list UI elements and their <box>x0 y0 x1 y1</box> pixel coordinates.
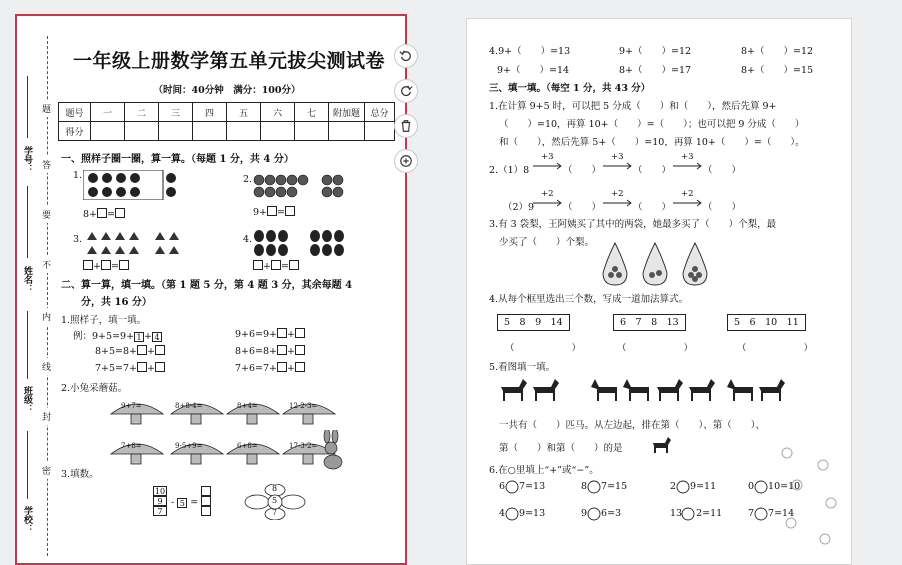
operand: 10=10 <box>768 481 801 492</box>
chain-op: +2 <box>681 189 694 199</box>
chain-start: （2）9 <box>503 202 535 213</box>
equation-item: 9+（ ）=14 <box>497 65 570 76</box>
score-table-score-row <box>59 122 395 141</box>
equation-text: 9+ <box>253 207 268 218</box>
chain-blank[interactable]: （ ） <box>633 202 672 213</box>
score-cell[interactable] <box>261 122 295 141</box>
answer-box[interactable] <box>101 260 111 270</box>
score-cell[interactable] <box>193 122 227 141</box>
question-2-3: 3.填数。 <box>61 469 99 480</box>
answer-box[interactable] <box>137 345 147 355</box>
equation-item: 8+（ ）=17 <box>619 65 692 76</box>
operator: = <box>190 497 199 508</box>
answer-box[interactable] <box>201 496 211 506</box>
rabbit-icon <box>319 430 349 470</box>
table-cell: 六 <box>261 103 295 122</box>
seal-char: 要 <box>42 206 51 223</box>
stack-expression <box>171 497 198 508</box>
operand: 9=13 <box>519 508 546 519</box>
student-name-label: 姓名： <box>22 266 32 293</box>
answer-box[interactable] <box>277 362 287 372</box>
table-cell: 一 <box>91 103 125 122</box>
fill-row: 7+5=7+ + <box>95 362 165 374</box>
operand: 8 <box>581 481 588 492</box>
stack-number: 10 <box>154 487 166 496</box>
question-text: 6.在○里填上“+”或“−”。 <box>489 465 599 476</box>
answer-blank[interactable]: （ ） <box>617 343 694 354</box>
table-cell: 五 <box>227 103 261 122</box>
example-box: 1 <box>134 332 144 342</box>
question-text: 一共有（ ）匹马。从左边起，排在第（ ）、第（ ）、 <box>499 420 766 431</box>
answer-stack <box>201 486 211 516</box>
seal-char: 密 <box>42 462 51 479</box>
chain-blank[interactable]: （ ） <box>703 165 742 176</box>
equation-row <box>253 206 295 218</box>
delete-icon <box>399 119 413 133</box>
school-label: 学校： <box>22 506 32 533</box>
operand: 7=13 <box>519 481 546 492</box>
apple-group-icon <box>253 172 349 200</box>
rotate-right-icon <box>399 84 413 98</box>
chain-blank[interactable]: （ ） <box>563 202 602 213</box>
equation-item: 9+（ ）=12 <box>619 46 692 57</box>
student-id-label: 学号： <box>22 146 32 173</box>
delete-page-button[interactable] <box>394 114 418 138</box>
rotate-left-icon <box>399 49 413 63</box>
chain-op: +3 <box>681 152 694 162</box>
number-stack <box>153 486 167 516</box>
answer-box[interactable] <box>271 260 281 270</box>
table-cell: 附加题 <box>329 103 365 122</box>
field-line <box>27 76 28 138</box>
example-label: 例： <box>73 331 93 342</box>
question-2-1: 1.照样子，填一填。 <box>61 315 147 326</box>
stack-number: 9 <box>153 496 167 506</box>
chain-blank[interactable]: （ ） <box>563 165 602 176</box>
equation-row: + = <box>83 260 129 272</box>
question-text: 3.有 3 袋梨，王阿姨买了其中的两袋，她最多买了（ ）个梨，最 <box>489 219 777 230</box>
chain-start: 2.（1）8 <box>489 165 530 176</box>
exam-page-2[interactable] <box>466 18 852 565</box>
equation-text: 7+5=7+ <box>95 363 138 374</box>
q6-item[interactable] <box>499 481 545 492</box>
answer-box[interactable] <box>295 362 305 372</box>
section-1-heading: 一、照样子圈一圈，算一算。（每题 1 分，共 4 分） <box>61 154 294 165</box>
section-2-heading: 二、算一算，填一填。（第 1 题 5 分，第 4 题 3 分，其余每题 4 <box>61 280 353 291</box>
item-label: 2. <box>243 174 253 185</box>
mushroom-label: 6+8= <box>237 442 258 450</box>
score-cell[interactable] <box>159 122 193 141</box>
item-label: 3. <box>73 234 83 245</box>
question-2-2: 2.小兔采蘑菇。 <box>61 383 128 394</box>
number-box: 5 6 10 11 <box>727 314 806 331</box>
number-box: 6 7 8 13 <box>613 314 686 331</box>
chain-blank[interactable]: （ ） <box>703 202 742 213</box>
fill-row: 7+6=7+ + <box>235 362 305 374</box>
equation-text: = <box>110 261 119 272</box>
fill-row: 8+5=8+ + <box>95 345 165 357</box>
answer-box[interactable] <box>115 208 125 218</box>
stack-number: 7 <box>153 506 167 516</box>
chain-blank[interactable]: （ ） <box>633 165 672 176</box>
example-row: 例：9+5=9+ 1 + 4 <box>73 328 162 342</box>
equation-text: = <box>277 207 285 218</box>
flower-group-icon <box>83 170 179 200</box>
example-text: 9+5=9+ <box>92 331 135 342</box>
answer-blank[interactable]: （ ） <box>737 343 814 354</box>
exam-page-1[interactable] <box>15 14 407 565</box>
equation-text: 8+ <box>83 209 98 220</box>
answer-box[interactable] <box>137 362 147 372</box>
equation-item: 4.9+（ ）=13 <box>489 46 571 57</box>
q6-item[interactable] <box>581 508 621 519</box>
answer-box[interactable] <box>253 260 263 270</box>
operand: 4 <box>499 508 506 519</box>
add-page-button[interactable] <box>394 149 418 173</box>
answer-box[interactable] <box>83 260 93 270</box>
table-cell: 题号 <box>59 103 91 122</box>
score-table <box>58 102 395 141</box>
answer-box[interactable] <box>285 206 295 216</box>
field-line <box>27 431 28 499</box>
table-cell: 二 <box>125 103 159 122</box>
flower-petal: 7 <box>272 508 278 517</box>
chain-op: +3 <box>541 152 554 162</box>
chain-op: +2 <box>541 189 554 199</box>
score-table-header-row <box>59 103 395 122</box>
rotate-right-button[interactable] <box>394 79 418 103</box>
seal-char: 封 <box>42 408 51 425</box>
mushroom-label: 9-5+9= <box>175 442 203 450</box>
operand: 7=14 <box>768 508 795 519</box>
operand: 9 <box>581 508 588 519</box>
operand: 6 <box>499 481 506 492</box>
flower-petal: 8 <box>272 484 278 493</box>
table-cell: 三 <box>159 103 193 122</box>
question-text: 4.从每个框里选出三个数，写成一道加法算式。 <box>489 294 689 305</box>
flower-center: 5 <box>272 496 278 505</box>
operand: 7=15 <box>601 481 628 492</box>
seal-char: 内 <box>42 308 51 325</box>
answer-box[interactable] <box>295 345 305 355</box>
equation-item: 8+（ ）=15 <box>741 65 814 76</box>
equation-text: 7+6=7+ <box>235 363 278 374</box>
exam-subtitle: （时间：40分钟 满分：100分） <box>153 85 301 96</box>
section-3-heading: 三、填一填。（每空 1 分，共 43 分） <box>489 83 651 94</box>
mushroom-label: 9+7= <box>121 402 142 410</box>
mushroom-label: 12-2-3= <box>289 402 318 410</box>
equation-text: 9+6=9+ <box>235 329 278 340</box>
question-text: （ ）=10，再算 10+（ ）=（ ）；也可以把 9 分成（ ） <box>499 119 805 130</box>
seal-char: 题 <box>42 100 51 117</box>
answer-box[interactable] <box>119 260 129 270</box>
answer-box[interactable] <box>289 260 299 270</box>
leaf-group-icon <box>85 230 185 256</box>
chain-op: +3 <box>611 152 624 162</box>
answer-box[interactable] <box>201 486 211 496</box>
section-2-heading-cont: 分，共 16 分） <box>81 297 152 308</box>
question-text: 第（ ）和第（ ）的是 <box>499 443 623 454</box>
operand: 9=11 <box>690 481 717 492</box>
table-cell: 得分 <box>59 122 91 141</box>
score-cell[interactable] <box>227 122 261 141</box>
rotate-left-button[interactable] <box>394 44 418 68</box>
item-label: 4. <box>243 234 253 245</box>
table-cell: 总分 <box>365 103 395 122</box>
equation-text: = <box>107 209 115 220</box>
answer-box[interactable] <box>155 362 165 372</box>
answer-blank[interactable]: （ ） <box>505 343 582 354</box>
question-text: 少买了（ ）个梨。 <box>499 237 595 248</box>
table-cell: 七 <box>295 103 329 122</box>
seal-char: 答 <box>42 156 51 173</box>
page-toolbar <box>394 44 418 184</box>
equation-row: + = <box>253 260 299 272</box>
operand: 6=3 <box>601 508 622 519</box>
equation-text: 8+5=8+ <box>95 346 138 357</box>
mushroom-label: 8+4= <box>237 402 258 410</box>
mushroom-label: 17-3-2= <box>289 442 318 450</box>
operand: 13 <box>670 508 683 519</box>
question-text: 1.在计算 9+5 时，可以把 5 分成（ ）和（ ），然后先算 9+ <box>489 101 777 112</box>
item-label: 1. <box>73 170 83 181</box>
mushroom-label: 7+8= <box>121 442 142 450</box>
equation-text: 8+6=8+ <box>235 346 278 357</box>
q6-item[interactable] <box>670 508 722 519</box>
add-page-icon <box>399 154 413 168</box>
exam-title: 一年级上册数学第五单元拔尖测试卷 <box>72 50 385 72</box>
seal-char: 线 <box>42 358 51 375</box>
q6-item[interactable] <box>670 481 716 492</box>
question-text: 5.看图填一填。 <box>489 362 556 373</box>
operator: - <box>171 497 175 508</box>
q6-item[interactable] <box>499 508 545 519</box>
score-cell[interactable] <box>365 122 395 141</box>
fill-row: 8+6=8+ + <box>235 345 305 357</box>
score-cell[interactable] <box>329 122 365 141</box>
class-label: 班级： <box>22 386 32 413</box>
operand: 2 <box>670 481 677 492</box>
answer-box[interactable] <box>277 345 287 355</box>
number-box: 5 8 9 14 <box>497 314 570 331</box>
seal-char: 不 <box>42 256 51 273</box>
field-line <box>27 186 28 258</box>
operand: 7 <box>748 508 755 519</box>
example-box: 4 <box>152 332 162 342</box>
chain-op: +2 <box>611 189 624 199</box>
answer-box[interactable] <box>155 345 165 355</box>
field-line <box>27 311 28 379</box>
answer-box[interactable] <box>267 206 277 216</box>
decorative-pattern-icon <box>767 439 847 549</box>
binding-strip <box>19 36 51 556</box>
equation-item: 8+（ ）=12 <box>741 46 814 57</box>
q6-item[interactable] <box>581 481 627 492</box>
score-cell[interactable] <box>125 122 159 141</box>
stack-mid-box: 5 <box>177 498 187 508</box>
answer-box[interactable] <box>97 208 107 218</box>
equation-text: = <box>280 261 289 272</box>
operand: 0 <box>748 481 755 492</box>
mushroom-label: 8+8-4= <box>175 402 203 410</box>
score-cell[interactable] <box>295 122 329 141</box>
score-cell[interactable] <box>91 122 125 141</box>
equation-row <box>83 208 125 220</box>
strawberry-group-icon <box>253 228 349 258</box>
question-text: 和（ ），然后先算 5+（ ）=10，再算 10+（ ）=（ ）。 <box>499 137 805 148</box>
table-cell: 四 <box>193 103 227 122</box>
fill-row: 9+6=9+ + <box>235 328 305 340</box>
answer-box[interactable] <box>201 506 211 516</box>
operand: 2=11 <box>696 508 723 519</box>
answer-box[interactable] <box>295 328 305 338</box>
answer-box[interactable] <box>277 328 287 338</box>
